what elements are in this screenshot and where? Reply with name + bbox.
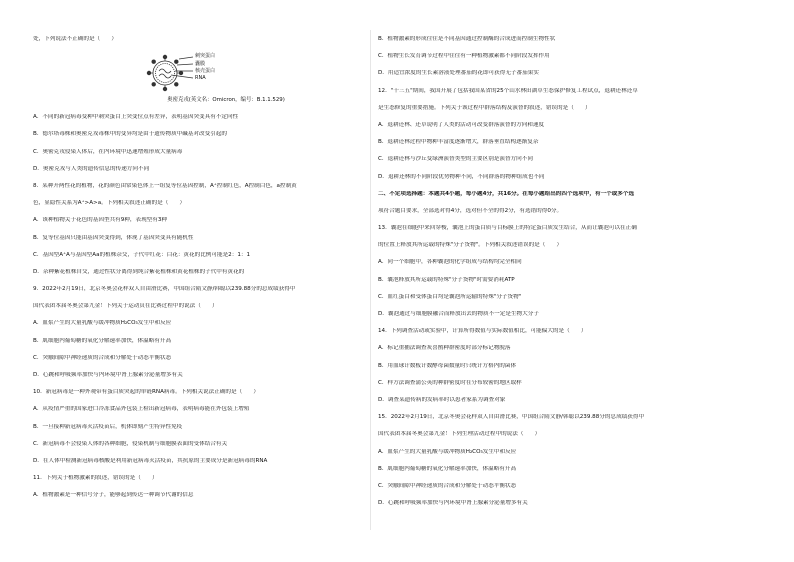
text-line: C．血红蛋白和受体蛋白均是囊泡所运输的特殊"分子货物" (378, 293, 522, 300)
right-column (378, 36, 734, 517)
left-column (33, 36, 389, 510)
text-line: 国代表团本届冬奥会第九金！下列关于运动员在比赛过程中的说法（ ） (33, 303, 218, 310)
text-line: A．不同的新冠病毒变种中刺突蛋白上突变位点有差异，表明基因突变具有不定向性 (33, 114, 239, 121)
label-spike-protein: 刺突蛋白 (195, 53, 216, 60)
text-line: A．退耕还林、还草说明了人类的活动可改变群落演替的方向和速度 (378, 121, 545, 128)
text-line: D．杂种紫花植株自交，通过性状分离得到纯合紫花植株和黄花植株的子代中有黄花的 (33, 268, 245, 275)
text-line: A．同一个细胞中，各种囊泡的化学组成与结构均完全相同 (378, 259, 522, 266)
text-line: B．退耕还林过程中物种丰富度逐渐增大，群落垂直结构逐渐复杂 (378, 139, 539, 146)
text-line: B．肌细胞内葡萄糖的氧化分解速率加快，体温略有升高 (378, 465, 517, 472)
text-line: D．退耕还林的不同阶段优势物种不同，不同群落的物种组成也不同 (378, 173, 545, 180)
question-8-stem: 8．某种开两性花的植物，花的颜色由常染色体上一组复等位基因控制，A⁺控制红色，A控制白色，a控制黄 (33, 182, 297, 189)
text-line: C．奥密克戎侵染人体后，在内环境中迅速增殖形成大量病毒 (33, 148, 183, 155)
text-line: C．植物生长发育调节过程中往往有一种植物激素都不同阶段发挥作用 (378, 53, 550, 60)
text-line: 色，显隐性关系为A⁺>A>a。下列相关叙述正确的是（ ） (33, 200, 186, 207)
text-line: A．该种植物关于花色的基因型共有9种，表现型有3种 (33, 217, 168, 224)
question-14-stem: 14．下列调查活动或实验中，计算所得数值与实际数值相比，可能偏大的是（ ） (378, 328, 587, 335)
text-line: B．植物激素的形成往往是不同基因通过控制酶的合成进而控制生物性状 (378, 36, 556, 42)
text-line: C．突触间隙中神经递质的合成和分解处于动态平衡状态 (378, 482, 517, 489)
text-line: A．血浆产生的大量乳酸与缓冲物质H₂CO₃发生中和反应 (33, 320, 172, 327)
text-line: B．用血球计数板计数酵母菌数量时只统计方格内的菌体 (378, 362, 517, 369)
question-10-stem: 10．新冠病毒是一种外观带有蛋白质突起的单链RNA病毒。下列相关说法正确的是（ ） (33, 389, 259, 396)
text-line: C．基因型A⁺A与基因型Aa的植株杂交，子代中红花：白花：黄花的比例可能是2：1：1 (33, 251, 251, 258)
text-line: 是生态修复的重要措施。下列关于该过程中群落结构及演替的叙述，错误的是（ ） (378, 104, 591, 111)
text-line: D．奥密克戎与人类的遗传信息的传递方向不同 (33, 165, 150, 172)
question-13-stem: 13．囊泡在细胞中来回穿梭，囊泡上的蛋白质与目标膜上的特定蛋白质发生结合，从而让囊泡可以在正确 (378, 225, 637, 232)
label-nucleocapsid: 核壳蛋白 (195, 68, 216, 75)
text-line: D．调查某遗传病的发病率时以患者家系为调查对象 (378, 396, 506, 403)
section-heading: 二、不定项选择题：本题共4小题，每小题4分，共16分。在每小题给出的四个选项中，有一个或多个选 (378, 190, 635, 197)
question-intro: 处，下列说法不正确的是（ ） (33, 36, 117, 42)
text-line: C．新冠病毒不会侵染人体的各种细胞，侵染机制与细胞膜表面的受体结合有关 (33, 440, 228, 447)
text-line: D．在人体中检测新冠病毒核酸是利用新冠病毒灭活疫苗，其抗原的主要成分是新冠病毒的RNA (33, 457, 268, 464)
question-12-stem: 12．"十三五"期间，我国开展了包括我国某省的25个山水林田湖草生态保护修复工程试点，退耕还林还草 (378, 87, 638, 94)
text-line: C．退耕还林与沙丘变绿洲演替类型的主要区别是演替方向不同 (378, 156, 533, 163)
label-envelope: 囊膜 (195, 61, 206, 68)
text-line: C．突触间隙中神经递质的合成和分解处于动态平衡状态 (33, 354, 172, 361)
text-line: 项符合题目要求，全部选对得4分，选对但不全的得2分，有选错的得0分。 (378, 207, 563, 214)
label-rna: RNA (195, 75, 206, 82)
question-11-stem: 11．下列关于植物激素的叙述，错误的是（ ） (33, 475, 158, 482)
text-line: C．样方法调查蒲公英的种群密度时在分布较密的地区取样 (378, 379, 522, 386)
text-line: D．用适宜浓度的生长素溶液处理番茄的花即可获得无子番茄果实 (378, 70, 539, 77)
text-line: A．植物激素是一种信号分子，能够起到传达一种调节代谢的信息 (33, 492, 194, 499)
figure-caption: 奥密克戎(英文名：Omicron，编号：B.1.1.529) (167, 97, 285, 104)
text-line: B．复等位基因只能由基因突变得到，体现了基因突变具有随机性 (33, 234, 194, 241)
question-15-stem: 15．2022年2月19日，北京冬奥会花样双人自由滑比赛，中国组合隋文静/韩聪以239.88分的总成绩获得中 (378, 414, 645, 421)
text-line: A．血浆产生的大量乳酸与缓冲物质H₂CO₃发生中和反应 (378, 448, 517, 455)
text-line: A．从疫情严重的国家进口冷冻食品外包装上检出新冠病毒，表明病毒能在外包装上增殖 (33, 406, 250, 413)
text-line: B．德尔塔毒株和奥密克戎毒株中的变异均是由于遗传物质中碱基对改变引起的 (33, 131, 228, 138)
virus-figure (33, 53, 389, 95)
text-line: 的位置上释放其所运载的特殊"分子货物"。下列相关叙述错误的是（ ） (378, 242, 563, 249)
text-line: B．肌细胞内葡萄糖的氧化分解速率加快，体温略有升高 (33, 337, 172, 344)
text-line: B．囊泡释放其所运载的特殊"分子货物"时需要消耗ATP (378, 276, 515, 283)
text-line: D．心跳和呼吸频率加快与内环境中肾上腺素分泌量增多有关 (33, 372, 183, 378)
question-9-stem: 9．2022年2月19日，北京冬奥会花样双人自由滑比赛，中国组合隋文静/韩聪以239.88分的总成绩获得中 (33, 286, 296, 293)
text-line: 国代表团本届冬奥会第九金！下列生理活动过程中的说法（ ） (378, 431, 541, 438)
text-line: D．囊泡通过与细胞膜融合而释放出去的物质不一定是生物大分子 (378, 311, 539, 317)
text-line: B．一旦接种新冠病毒灭活疫苗后，机体即刻产生特异性免疫 (33, 423, 183, 430)
text-line: D．心跳和呼吸频率加快与内环境中肾上腺素分泌量增多有关 (378, 500, 528, 507)
text-line: A．标记重捕法调查灰喜鹊种群密度时部分标记物脱落 (378, 345, 511, 352)
